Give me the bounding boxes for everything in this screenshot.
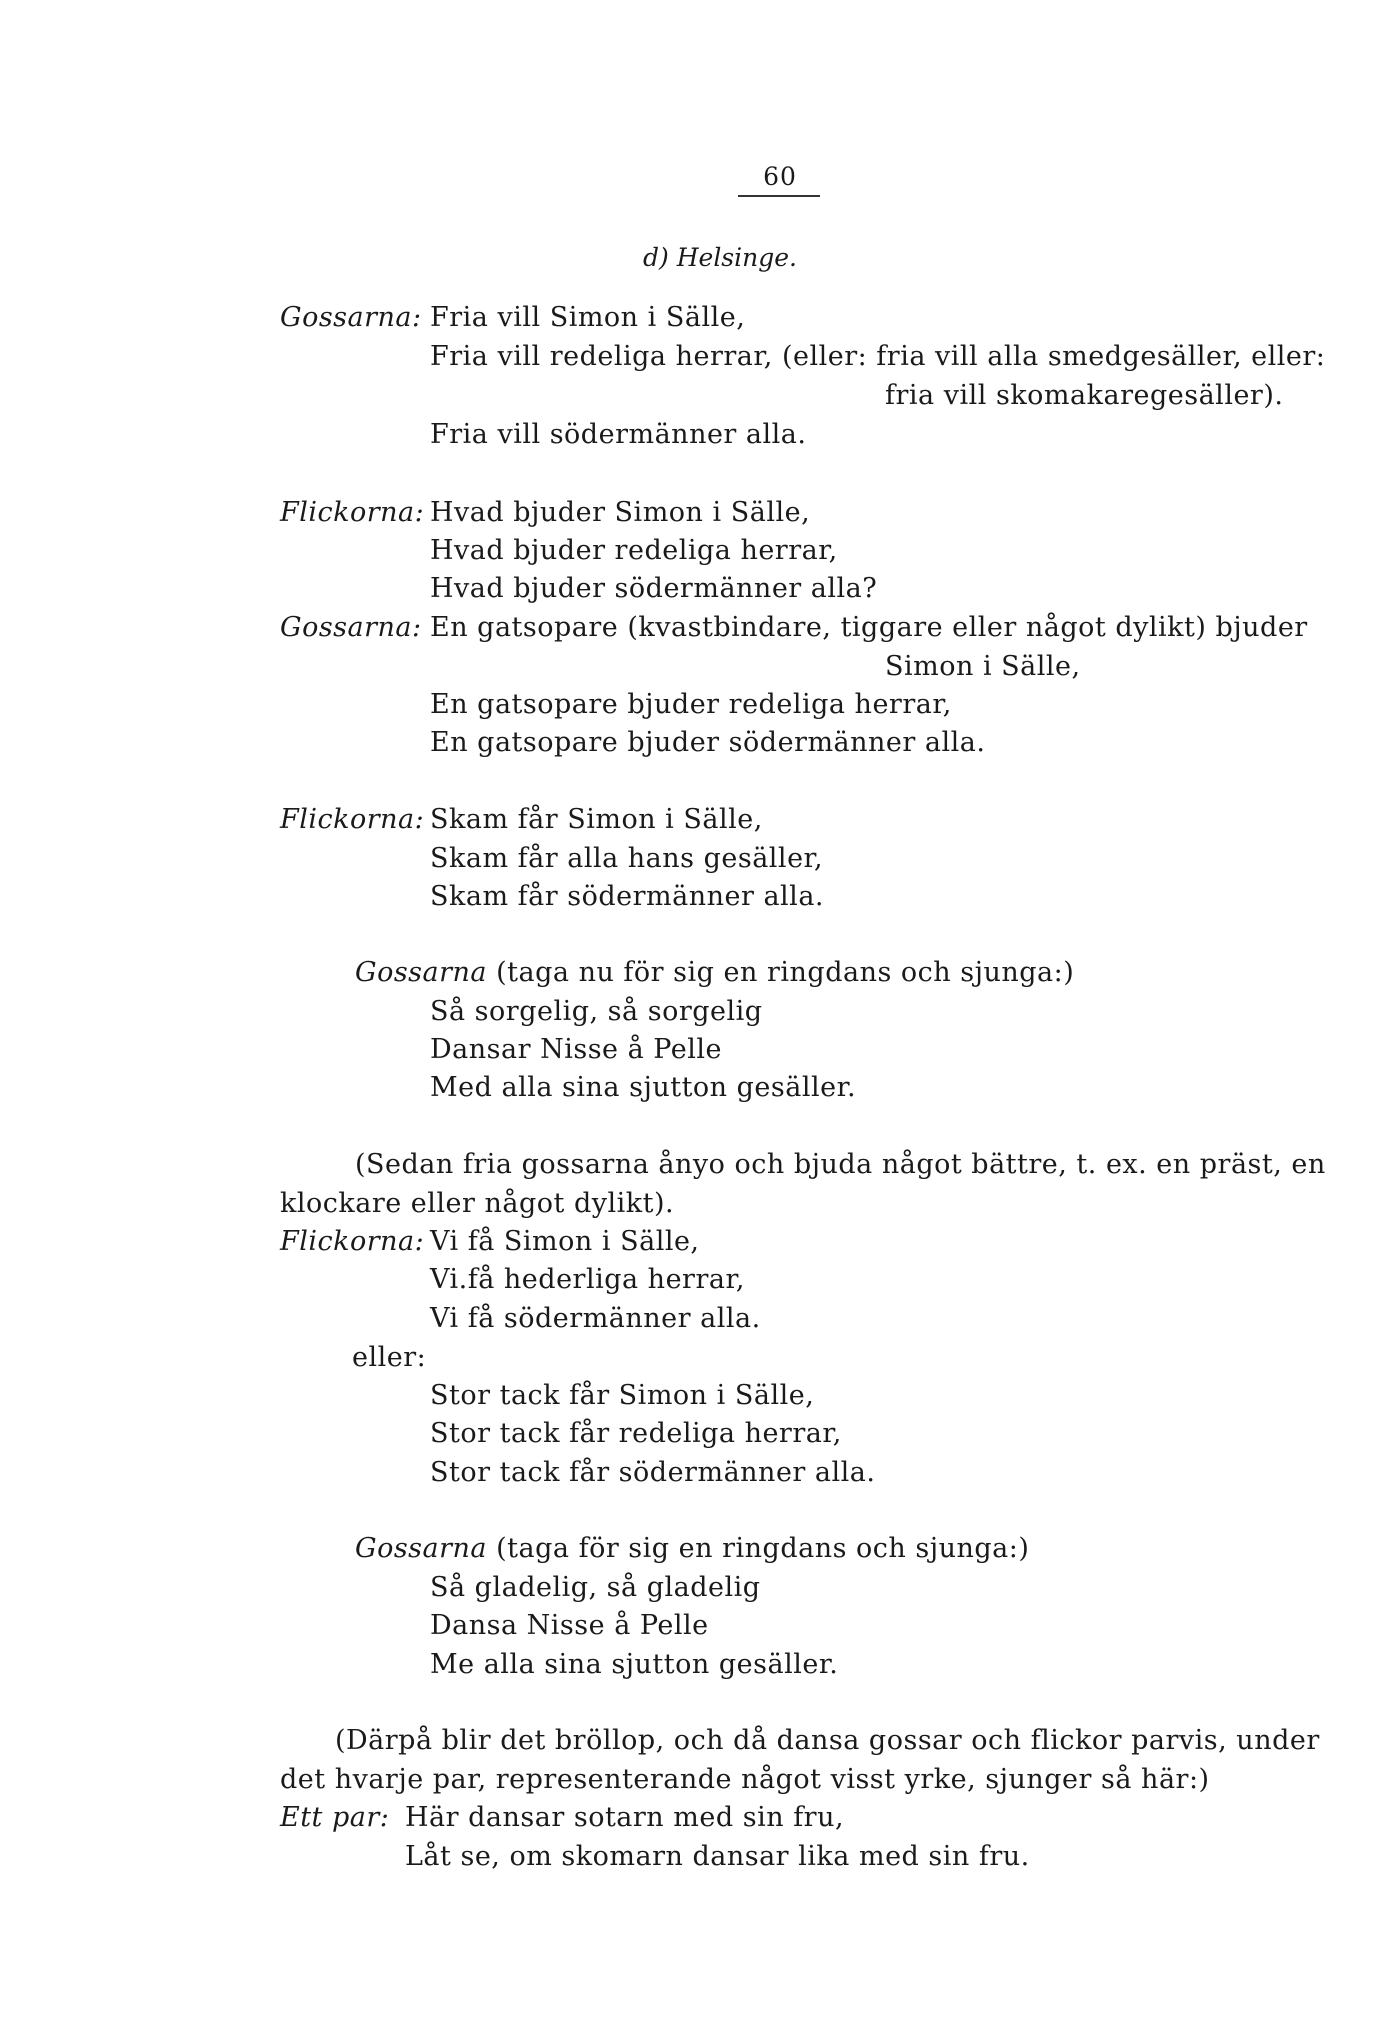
stage-direction bbox=[355, 1533, 1029, 1564]
stage-direction-text: (taga nu för sig en ringdans och sjunga:) bbox=[496, 957, 1075, 988]
prose-line: (Därpå blir det bröllop, och då dansa gossar och flickor parvis, under bbox=[335, 1725, 1320, 1756]
verse-line: En gatsopare bjuder södermänner alla. bbox=[430, 727, 986, 758]
verse-line: Skam får södermänner alla. bbox=[430, 881, 824, 912]
prose-line: klockare eller något dylikt). bbox=[280, 1188, 675, 1219]
speaker-label: Ett par: bbox=[280, 1802, 390, 1833]
prose-line: (Sedan fria gossarna ånyo och bjuda något bättre, t. ex. en präst, en bbox=[355, 1149, 1326, 1180]
verse-line: Stor tack får södermänner alla. bbox=[430, 1457, 876, 1488]
verse-line: En gatsopare (kvastbindare, tiggare eller något dylikt) bjuder bbox=[430, 612, 1308, 643]
verse-line: Vi få Simon i Sälle, bbox=[430, 1226, 700, 1257]
stage-direction bbox=[355, 957, 1074, 988]
page-number: 60 bbox=[763, 162, 797, 191]
verse-line: Skam får Simon i Sälle, bbox=[430, 804, 763, 835]
verse-line: Stor tack får redeliga herrar, bbox=[430, 1418, 842, 1449]
alternative-label: eller: bbox=[352, 1342, 427, 1373]
verse-line: Fria vill redeliga herrar, (eller: fria vill alla smedgesäller, eller: bbox=[430, 341, 1326, 372]
verse-line: En gatsopare bjuder redeliga herrar, bbox=[430, 689, 952, 720]
section-title: d) Helsinge. bbox=[643, 243, 797, 272]
speaker-label: Flickorna: bbox=[280, 1226, 425, 1257]
stage-direction-text: (taga för sig en ringdans och sjunga:) bbox=[496, 1533, 1030, 1564]
speaker-label: Gossarna bbox=[355, 1533, 488, 1564]
speaker-label: Gossarna: bbox=[280, 612, 422, 643]
verse-line: Med alla sina sjutton gesäller. bbox=[430, 1072, 857, 1103]
prose-line: det hvarje par, representerande något visst yrke, sjunger så här:) bbox=[280, 1764, 1210, 1795]
verse-line: Fria vill södermänner alla. bbox=[430, 419, 807, 450]
verse-line: fria vill skomakaregesäller). bbox=[885, 380, 1284, 411]
verse-line: Hvad bjuder redeliga herrar, bbox=[430, 535, 838, 566]
verse-line: Skam får alla hans gesäller, bbox=[430, 843, 824, 874]
verse-line: Me alla sina sjutton gesäller. bbox=[430, 1649, 839, 1680]
verse-line: Hvad bjuder Simon i Sälle, bbox=[430, 497, 811, 528]
speaker-label: Flickorna: bbox=[280, 804, 425, 835]
verse-line: Vi.få hederliga herrar, bbox=[430, 1264, 745, 1295]
verse-line: Så gladelig, så gladelig bbox=[430, 1572, 761, 1603]
verse-line: Vi få södermänner alla. bbox=[430, 1303, 761, 1334]
verse-line: Dansar Nisse å Pelle bbox=[430, 1034, 722, 1065]
verse-line: Här dansar sotarn med sin fru, bbox=[405, 1802, 845, 1833]
speaker-label: Flickorna: bbox=[280, 497, 425, 528]
speaker-label: Gossarna: bbox=[280, 302, 422, 333]
page-number-rule bbox=[738, 195, 820, 197]
verse-line: Så sorgelig, så sorgelig bbox=[430, 996, 763, 1027]
verse-line: Låt se, om skomarn dansar lika med sin fru. bbox=[405, 1841, 1030, 1872]
verse-line: Simon i Sälle, bbox=[885, 651, 1081, 682]
speaker-label: Gossarna bbox=[355, 957, 488, 988]
verse-line: Stor tack får Simon i Sälle, bbox=[430, 1380, 815, 1411]
verse-line: Dansa Nisse å Pelle bbox=[430, 1610, 709, 1641]
verse-line: Fria vill Simon i Sälle, bbox=[430, 302, 746, 333]
verse-line: Hvad bjuder södermänner alla? bbox=[430, 573, 878, 604]
